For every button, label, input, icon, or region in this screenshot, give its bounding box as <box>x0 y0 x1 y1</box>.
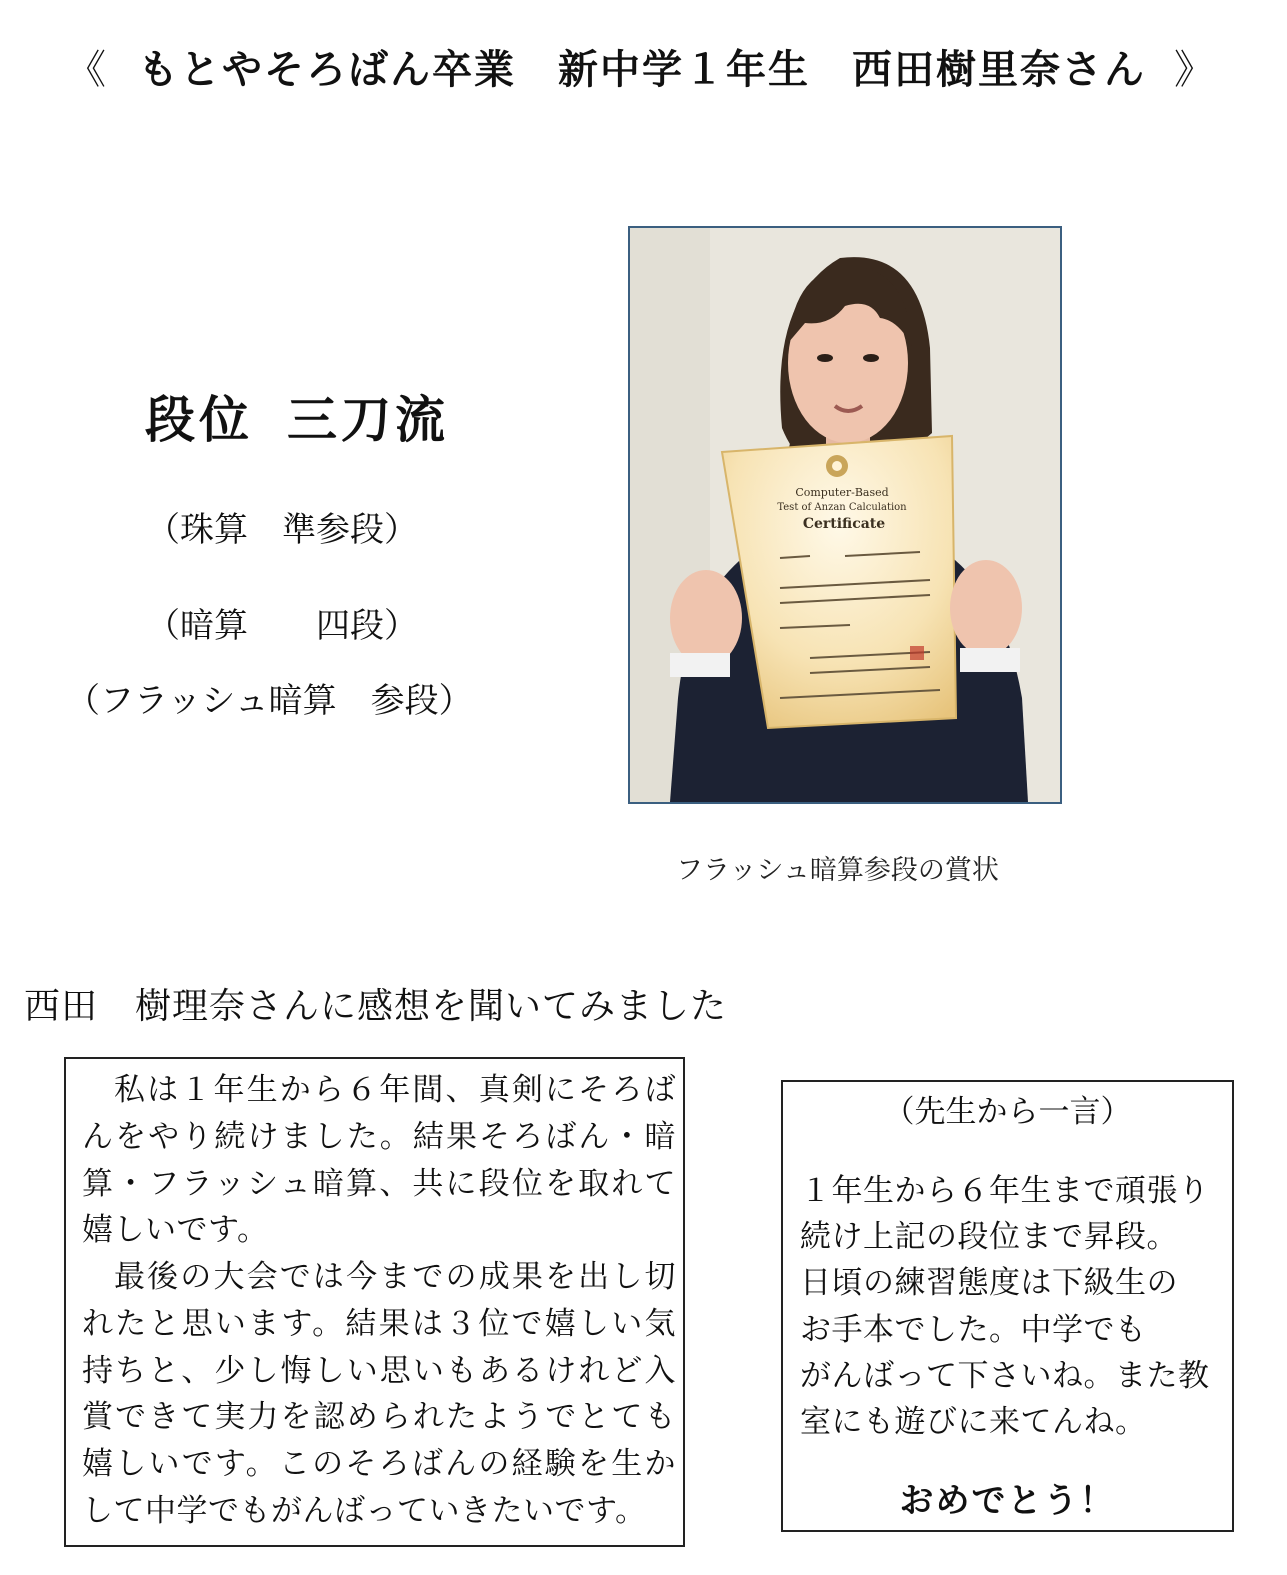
teacher-comment-title: （先生から一言） <box>883 1094 1132 1130</box>
rank-item-anzan: （暗算 四段） <box>146 606 418 646</box>
rank-heading <box>145 380 449 452</box>
title-bracket-left: 《 <box>66 47 108 93</box>
teacher-comment-line: お手本でした。中学でも <box>800 1311 1147 1348</box>
teacher-comment-line: 日頃の練習態度は下級生の <box>800 1265 1178 1302</box>
student-comment-box <box>64 1057 685 1547</box>
page-title <box>66 38 1216 98</box>
teacher-comment-box <box>781 1080 1234 1532</box>
rank-item-flash-anzan: （フラッシュ暗算 参段） <box>66 681 473 721</box>
certificate-line-2: Test of Anzan Calculation <box>777 502 907 513</box>
teacher-comment-line: １年生から６年生まで頑張り <box>800 1173 1210 1209</box>
teacher-comment-line: 続け上記の段位まで昇段。 <box>800 1219 1178 1256</box>
student-photo <box>628 226 1062 804</box>
congratulations-text: おめでとう！ <box>899 1481 1116 1521</box>
teacher-comment-line: がんばって下さいね。また教 <box>800 1357 1210 1394</box>
title-text: もとやそろばん卒業 新中学１年生 西田樹里奈さん <box>138 47 1146 93</box>
interview-heading: 西田 樹理奈さんに感想を聞いてみました <box>24 986 728 1027</box>
photo-illustration <box>630 228 1060 802</box>
rank-heading-label: 段位 <box>145 391 253 449</box>
certificate-line-3: Certificate <box>802 516 886 532</box>
title-bracket-right: 》 <box>1174 47 1216 93</box>
rank-item-soroban: （珠算 準参段） <box>146 510 418 550</box>
student-comment-paragraph-1: 私は１年生から６年間、真剣にそろばんをやり続けました。結果そろばん・暗算・フラッシュ暗算、共に段位を取れて嬉しいです。 <box>82 1072 676 1249</box>
certificate-line-1: Computer-Based <box>795 486 889 499</box>
student-comment-paragraph-2: 最後の大会では今までの成果を出し切れたと思います。結果は３位で嬉しい気持ちと、少し悔しい思いもあるけれど入賞できて実力を認められたようでとても嬉しいです。このそろばんの経験を生かして中学でもがんばっていきたいです。 <box>82 1259 676 1529</box>
rank-heading-value: 三刀流 <box>287 391 449 449</box>
teacher-comment-line: 室にも遊びに来てんね。 <box>800 1404 1147 1441</box>
photo-caption: フラッシュ暗算参段の賞状 <box>676 855 999 886</box>
teacher-comment-body <box>800 1168 1230 1445</box>
